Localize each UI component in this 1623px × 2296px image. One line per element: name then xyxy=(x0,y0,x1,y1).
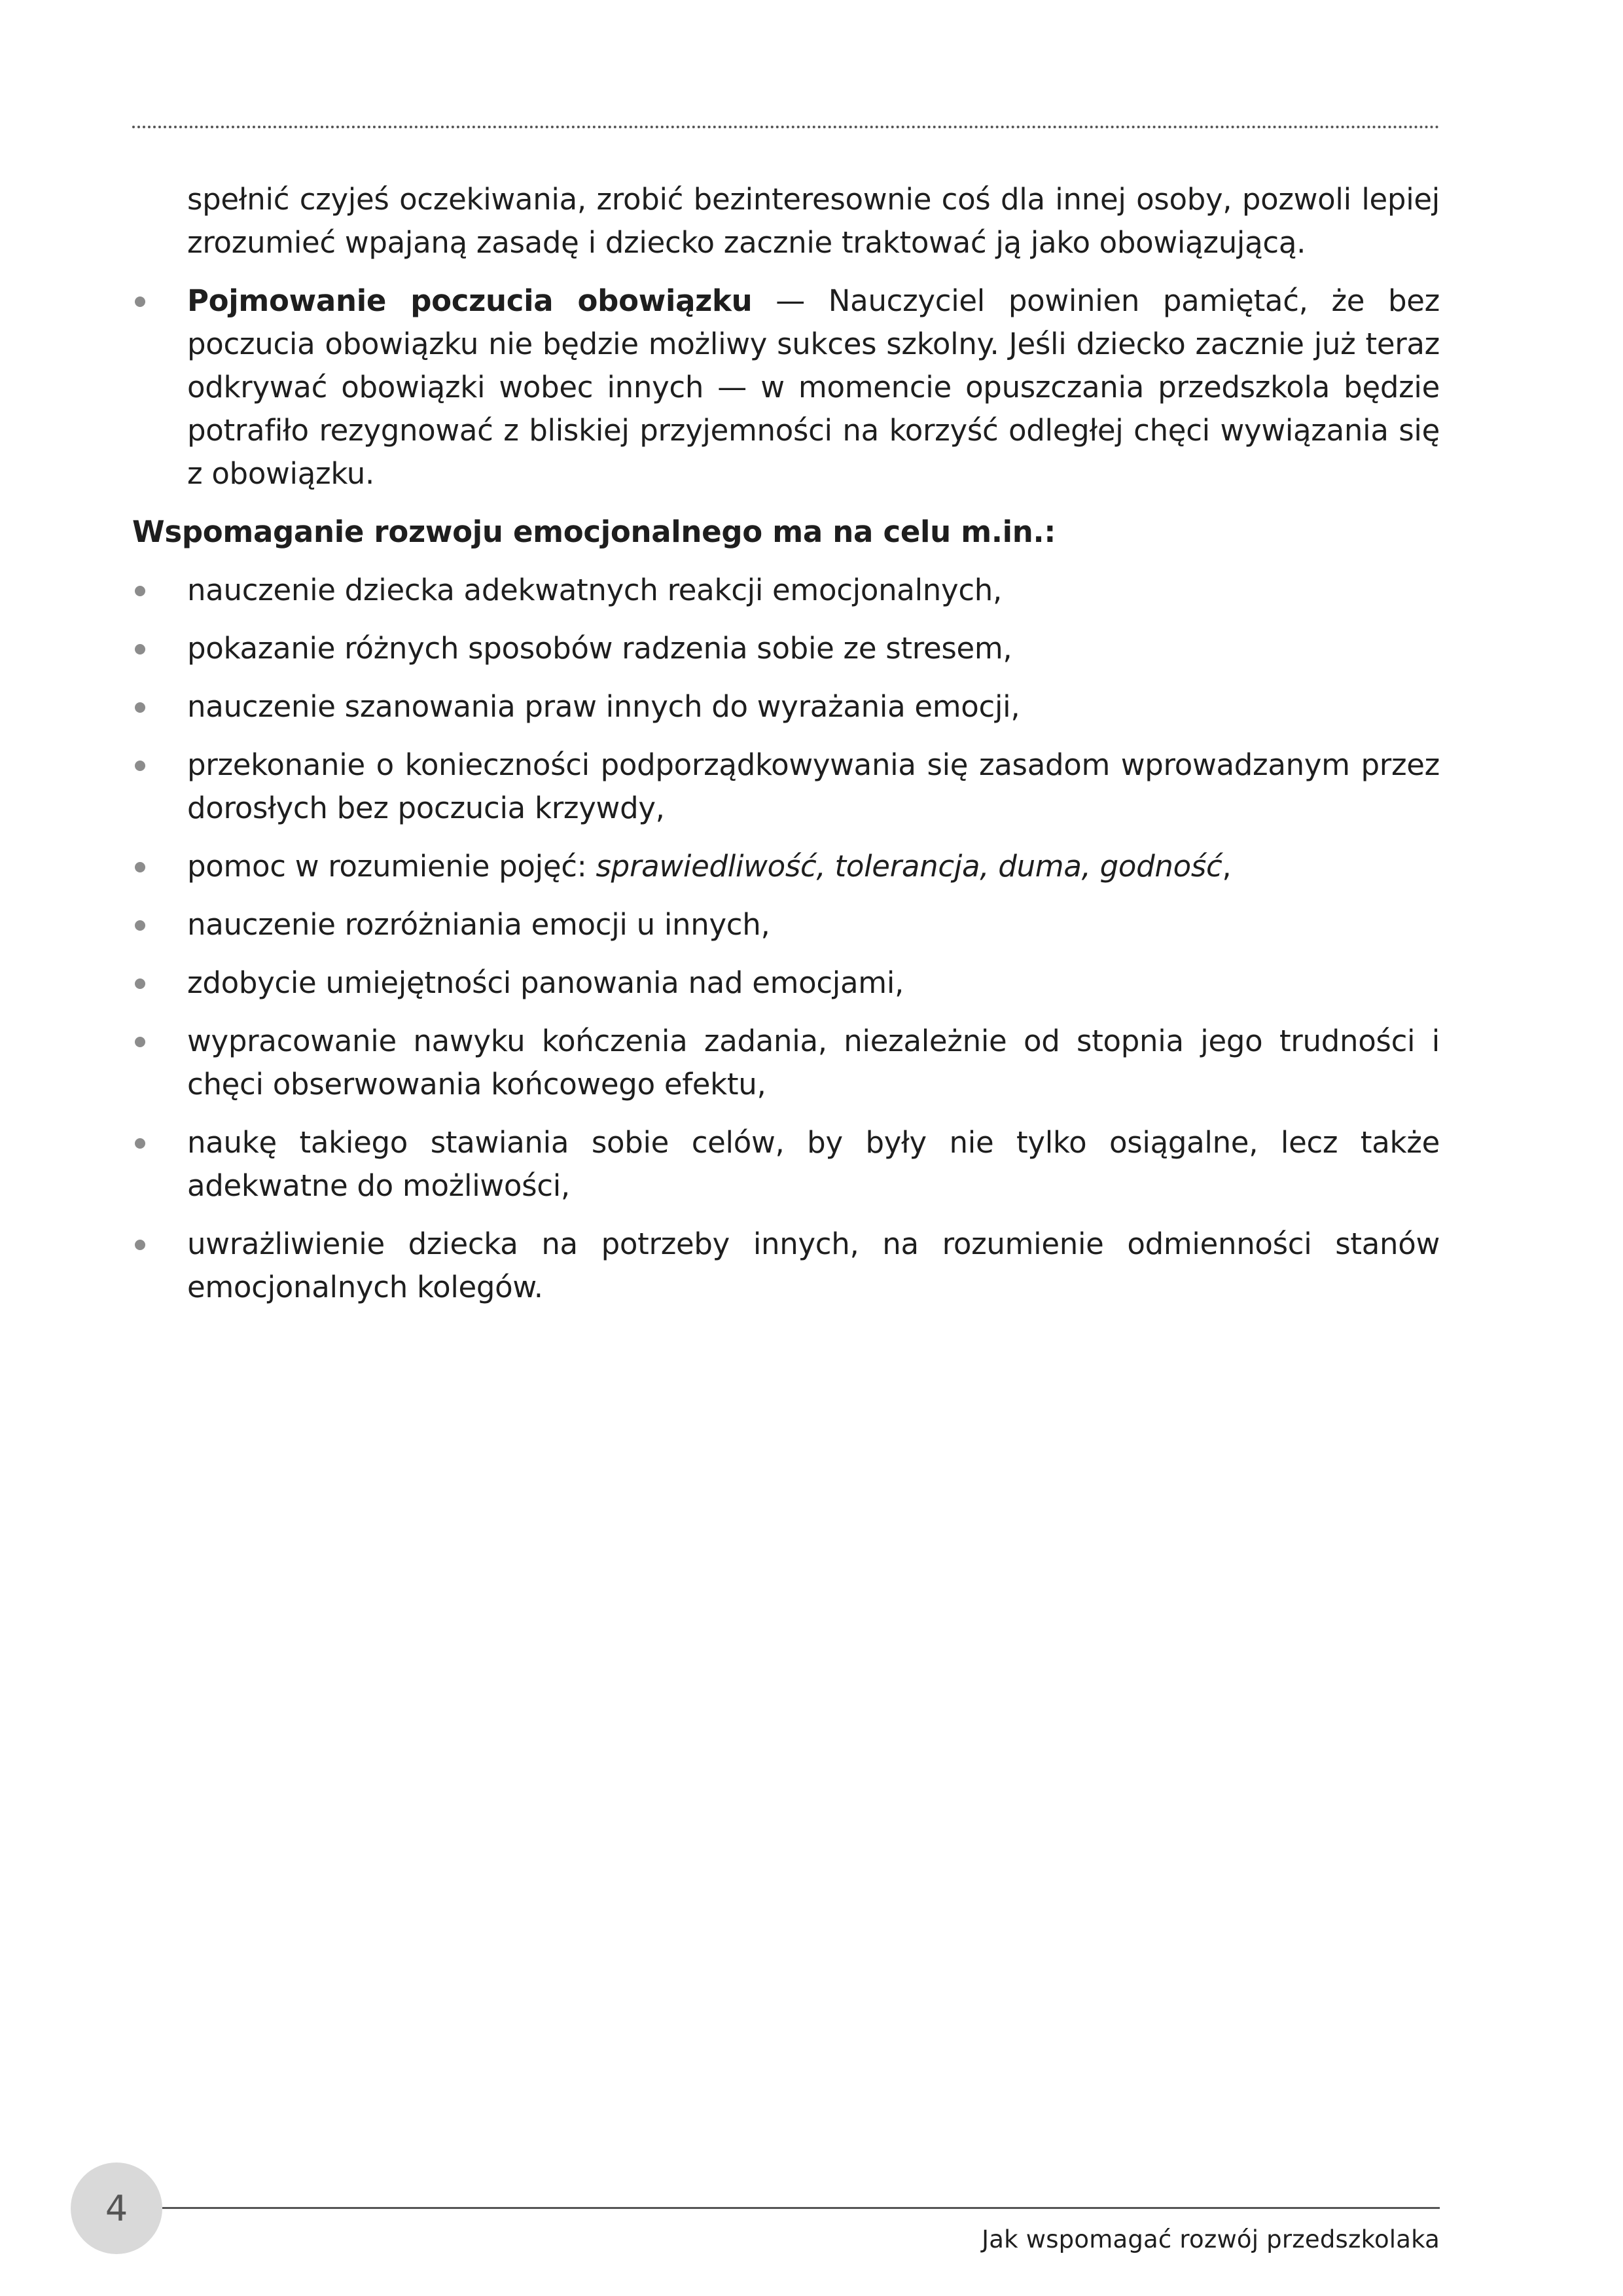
footer-rule xyxy=(162,2207,1440,2209)
list-item-text: nauczenie szanowania praw innych do wyrażania emocji, xyxy=(187,689,1020,724)
continued-paragraph: spełnić czyjeś oczekiwania, zrobić bezinteresownie coś dla innej osoby, pozwoli lepiej zrozumieć wpajaną zasadę i dziecko zacznie traktować ją jako obowiązującą. xyxy=(187,182,1440,260)
bullet-dot-icon xyxy=(135,644,145,655)
list-item xyxy=(132,685,1440,728)
list-item-suffix: , xyxy=(1222,849,1232,884)
bullet-dot-icon xyxy=(135,978,145,989)
footer-book-title: Jak wspomagać rozwój przedszkolaka xyxy=(982,2225,1440,2253)
bullet-dot-icon xyxy=(135,702,145,713)
term-description: — Nauczyciel powinien pamiętać, że bez poczucia obowiązku nie będzie możliwy sukces szkolny. Jeśli dziecko zacznie już teraz odkrywać obowiązki wobec innych — w momencie opuszczania przedszkola będzie potrafiło rezygnować z bliskiej przyjemności na korzyść odległej chęci wywiązania się z obowiązku. xyxy=(187,283,1440,491)
list-item-text: naukę takiego stawiania sobie celów, by były nie tylko osiągalne, lecz także adekwatne do możliwości, xyxy=(187,1125,1440,1203)
bullet-dot-icon xyxy=(135,296,145,307)
page-number: 4 xyxy=(105,2187,128,2229)
bullet-dot-icon xyxy=(135,586,145,596)
bullet-dot-icon xyxy=(135,1240,145,1250)
concepts-emphasis: sprawiedliwość, tolerancja, duma, godność xyxy=(596,849,1222,884)
list-item xyxy=(132,1223,1440,1309)
list-item xyxy=(132,1020,1440,1106)
goals-list xyxy=(132,569,1440,1309)
bullet-dot-icon xyxy=(135,761,145,771)
section-heading: Wspomaganie rozwoju emocjonalnego ma na celu m.in.: xyxy=(132,514,1056,549)
list-item-text: pokazanie różnych sposobów radzenia sobie ze stresem, xyxy=(187,631,1012,666)
header-dotted-rule xyxy=(132,126,1440,128)
bullet-dot-icon xyxy=(135,1138,145,1149)
page-content xyxy=(132,178,1440,1324)
list-item xyxy=(132,744,1440,830)
page-number-badge xyxy=(71,2162,162,2254)
list-item xyxy=(132,903,1440,946)
list-item-text: nauczenie rozróżniania emocji u innych, xyxy=(187,907,770,942)
list-item xyxy=(132,279,1440,495)
list-item-text: nauczenie dziecka adekwatnych reakcji emocjonalnych, xyxy=(187,573,1002,607)
term-label: Pojmowanie poczucia obowiązku xyxy=(187,283,753,318)
duty-list xyxy=(132,279,1440,495)
list-item xyxy=(132,627,1440,670)
list-item-text: wypracowanie nawyku kończenia zadania, niezależnie od stopnia jego trudności i chęci obserwowania końcowego efektu, xyxy=(187,1024,1440,1102)
list-item xyxy=(132,845,1440,888)
list-item xyxy=(132,961,1440,1005)
list-item-text: zdobycie umiejętności panowania nad emocjami, xyxy=(187,965,904,1000)
list-item-prefix: pomoc w rozumienie pojęć: xyxy=(187,849,596,884)
list-item-text: uwrażliwienie dziecka na potrzeby innych, na rozumienie odmienności stanów emocjonalnych kolegów. xyxy=(187,1227,1440,1304)
list-item-text: przekonanie o konieczności podporządkowywania się zasadom wprowadzanym przez dorosłych bez poczucia krzywdy, xyxy=(187,747,1440,825)
bullet-dot-icon xyxy=(135,1037,145,1047)
list-item xyxy=(132,1121,1440,1208)
list-item xyxy=(132,569,1440,612)
bullet-dot-icon xyxy=(135,862,145,872)
bullet-dot-icon xyxy=(135,920,145,931)
